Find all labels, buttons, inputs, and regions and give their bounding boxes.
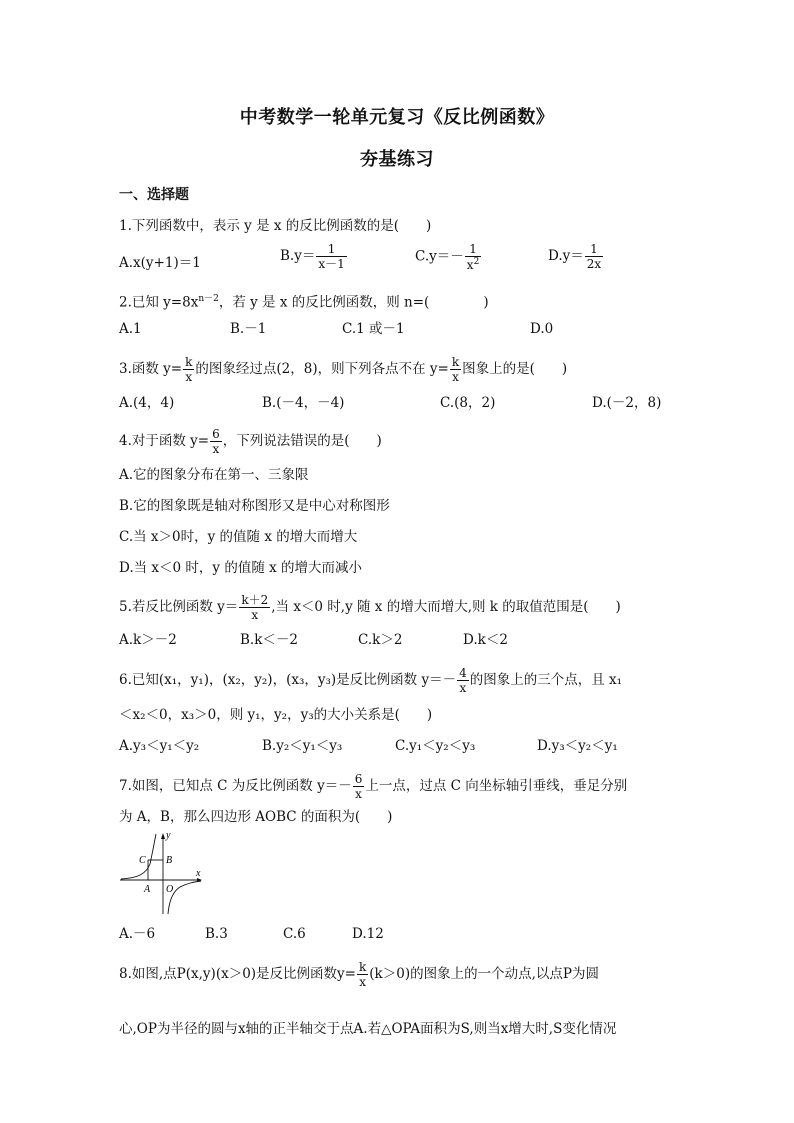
- q5-option-c: C.k＞2: [358, 632, 403, 648]
- q7-figure-hyperbola: [118, 830, 204, 916]
- q6-option-c: C.y₁＜y₂＜y₃: [395, 738, 476, 754]
- label-c: C: [139, 855, 146, 866]
- y-axis-arrow: [161, 833, 165, 839]
- q5-option-d: D.k＜2: [463, 632, 508, 648]
- label-o: O: [166, 884, 174, 895]
- q6-option-a: A.y₃＜y₁＜y₂: [119, 738, 200, 754]
- q7-stem-line2: 为 A，B，那么四边形 AOBC 的面积为( ): [119, 809, 393, 825]
- q2-option-a: A.1: [119, 321, 142, 337]
- q3-stem: 3.函数 y= $\frac{k}{x}$ 的图象经过点(2，8)，则下列各点不在 y= $\frac{k}{x}$ 图象上的是( ): [119, 355, 568, 384]
- q3-option-d: D.(－2，8): [592, 395, 662, 411]
- q5-option-a: A.k＞－2: [119, 632, 177, 648]
- section-heading: 一、选择题: [119, 187, 189, 203]
- q1-option-a: A.x(y+1)＝1: [119, 255, 201, 271]
- q7-stem: 7.如图，已知点 C 为反比例函数 y＝－ $\frac{6}{x}$ 上一点，过点 C 向坐标轴引垂线，垂足分别: [119, 772, 628, 801]
- q1-option-d: D.y＝ $\frac{1}{2x}$: [548, 242, 602, 271]
- q6-stem-line2: ＜x₂＜0，x₃＞0，则 y₁，y₂，y₃的大小关系是( ): [119, 707, 433, 723]
- q5-option-b: B.k＜－2: [240, 632, 298, 648]
- q4-option-b: B.它的图象既是轴对称图形又是中心对称图形: [119, 498, 390, 514]
- q8-stem: 8.如图,点P(x,y)(x＞0)是反比例函数y= $\frac{k}{x}$ (k＞0)的图象上的一个动点,以点P为圆: [119, 960, 599, 989]
- label-x: x: [196, 868, 201, 879]
- q7-option-d: D.12: [352, 926, 384, 942]
- q6-option-b: B.y₂＜y₁＜y₃: [262, 738, 343, 754]
- q4-option-c: C.当 x＞0时，y 的值随 x 的增大而增大: [119, 529, 358, 545]
- q1-option-c: C.y＝－ $\frac{1}{x^2}$: [415, 242, 480, 272]
- q1-option-b: B.y＝ $\frac{1}{x-1}$: [280, 242, 345, 271]
- q6-option-d: D.y₃＜y₂＜y₁: [537, 738, 618, 754]
- q2-option-b: B.－1: [230, 321, 267, 337]
- label-a: A: [144, 884, 151, 895]
- label-b: B: [166, 855, 173, 866]
- document-subtitle: 夯基练习: [360, 149, 434, 170]
- q2-option-c: C.1 或－1: [342, 321, 405, 337]
- q7-option-c: C.6: [283, 926, 306, 942]
- q2-option-d: D.0: [530, 321, 554, 337]
- q7-option-a: A.－6: [119, 926, 156, 942]
- q7-option-b: B.3: [205, 926, 228, 942]
- document-title: 中考数学一轮单元复习《反比例函数》: [239, 107, 555, 128]
- q2-stem: 2.已知 $y=8x^{n-2}$，若 y 是 x 的反比例函数，则 n=( ): [119, 294, 489, 311]
- q6-stem: 6.已知(x₁，y₁)，(x₂，y₂)，(x₃，y₃)是反比例函数 y＝－ $\frac{4}{x}$ 的图象上的三个点，且 x₁: [119, 666, 623, 695]
- label-y: y: [166, 830, 171, 841]
- q4-option-a: A.它的图象分布在第一、三象限: [119, 467, 309, 483]
- q3-option-b: B.(－4，－4): [262, 395, 345, 411]
- q5-stem: 5.若反比例函数 y＝ $\frac{k+2}{x}$ ,当 x＜0 时,y 随 x 的增大而增大,则 k 的取值范围是( ): [119, 593, 621, 622]
- q4-stem: 4.对于函数 y= $\frac{6}{x}$ ，下列说法错误的是( ): [119, 427, 382, 456]
- q3-option-a: A.(4，4): [119, 395, 175, 411]
- q1-stem: 1.下列函数中，表示 y 是 x 的反比例函数的是( ): [119, 218, 432, 234]
- q8-stem-line2: 心,OP为半径的圆与x轴的正半轴交于点A.若△OPA面积为S,则当x增大时,S变化情况: [119, 1021, 617, 1037]
- q3-option-c: C.(8，2): [440, 395, 496, 411]
- q4-option-d: D.当 x＜0 时，y 的值随 x 的增大而减小: [119, 560, 363, 576]
